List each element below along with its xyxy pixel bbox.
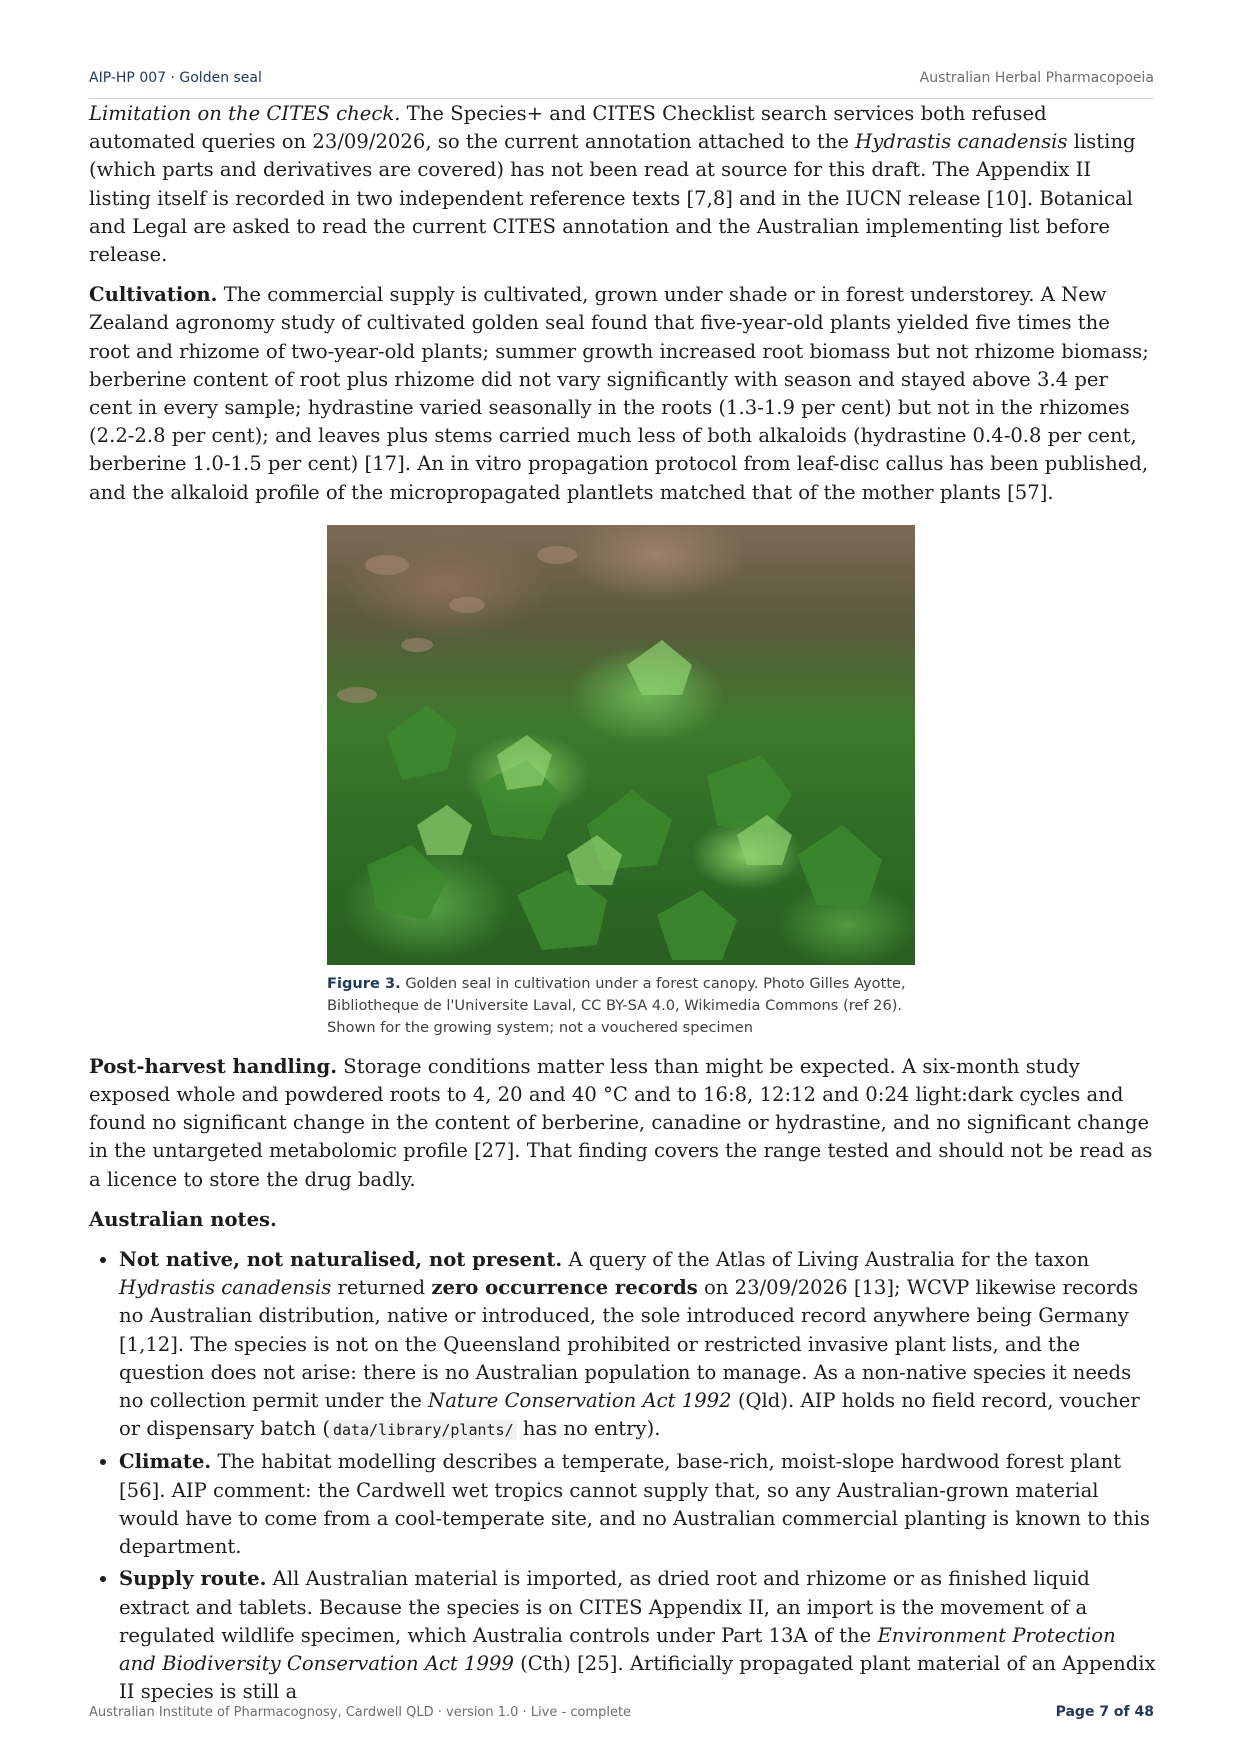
item-emphasis: zero occurrence records: [431, 1276, 698, 1300]
running-header: [89, 70, 1154, 99]
section-heading: Australian notes.: [89, 1207, 277, 1231]
item-lead: Not native, not naturalised, not present.: [119, 1248, 563, 1272]
item-text: on 23/09/2026 [13]; WCVP likewise records no Australian distribution, native or introduced, the sole introduced record anywhere being Germany [1,12]. The species is not on the Queensland prohibited or restricted invasive plant lists, and the question does not arise: there is no Australian population to manage. As a non-native species it needs no collection permit under the: [119, 1276, 1139, 1413]
page-number: Page 7 of 48: [1055, 1704, 1154, 1720]
item-text: A query of the Atlas of Living Australia for the taxon: [562, 1248, 1090, 1272]
paragraph-lead: Limitation on the CITES check.: [89, 102, 401, 125]
paragraph-cites-limitation: [89, 100, 1156, 269]
item-lead: Supply route.: [119, 1567, 267, 1591]
footer-institution: Australian Institute of Pharmacognosy, Cardwell QLD · version 1.0 · Live - complete: [89, 1705, 632, 1720]
taxon-name: Hydrastis canadensis: [119, 1276, 332, 1300]
code-path: data/library/plants/: [330, 1420, 517, 1440]
publication-title: Australian Herbal Pharmacopoeia: [919, 70, 1154, 86]
paragraph-lead: Post-harvest handling.: [89, 1054, 338, 1078]
item-text: The habitat modelling describes a temperate, base-rich, moist-slope hardwood forest plant [56]. AIP comment: the Cardwell wet tropics cannot supply that, so any Australian-grown material would have to come from a cool-temperate site, and no Australian commercial planting is known to this department.: [119, 1450, 1150, 1559]
figure-label: Figure 3.: [327, 974, 401, 992]
list-item: [119, 1448, 1156, 1561]
figure-caption: [327, 973, 907, 1039]
list-item: [119, 1246, 1156, 1444]
body-text: [89, 100, 1156, 1710]
paragraph-text: Storage conditions matter less than might be expected. A six-month study exposed whole and powdered roots to 4, 20 and 40 °C and to 16:8, 12:12 and 0:24 light:dark cycles and found no significant change in the content of berberine, canadine or hydrastine, and no significant change in the untargeted metabolomic profile [27]. That finding covers the range tested and should not be read as a licence to store the drug badly.: [89, 1054, 1153, 1191]
australian-notes-heading: [89, 1206, 1156, 1234]
golden-seal-photo: [327, 525, 915, 965]
item-text: All Australian material is imported, as dried root and rhizome or as finished liquid extract and tablets. Because the species is on CITES Appendix II, an import is the movement of a regulated wildlife specimen, which Australia controls under Part 13A of the: [119, 1567, 1090, 1647]
item-text: (Cth) [25]. Artificially propagated plant material of an Appendix II species is still a: [119, 1651, 1156, 1704]
item-text: has no entry).: [516, 1417, 661, 1441]
foliage-illustration: [327, 525, 915, 965]
paragraph-lead: Cultivation.: [89, 283, 218, 307]
paragraph-cultivation: [89, 281, 1156, 507]
item-lead: Climate.: [119, 1450, 212, 1474]
paragraph-post-harvest: [89, 1053, 1156, 1194]
figure: [89, 525, 1156, 1039]
item-text: (Qld). AIP holds no field record, voucher or dispensary batch (: [119, 1389, 1140, 1441]
caption-text: Golden seal in cultivation under a forest canopy. Photo Gilles Ayotte, Bibliotheque de l'Universite Laval, CC BY-SA 4.0, Wikimedia Commons (ref 26). Shown for the growing system; not a vouchered specimen: [327, 974, 906, 1036]
taxon-name: Hydrastis canadensis: [855, 130, 1068, 154]
paragraph-text: listing (which parts and derivatives are covered) has not been read at source for this draft. The Appendix II listing itself is recorded in two independent reference texts [7,8] and in the IUCN release [10]. Botanical and Legal are asked to read the current CITES annotation and the Australian implementing list before release.: [89, 130, 1136, 267]
act-title: Nature Conservation Act 1992: [428, 1389, 732, 1413]
paragraph-text: The commercial supply is cultivated, grown under shade or in forest understorey. A New Zealand agronomy study of cultivated golden seal found that five-year-old plants yielded five times the root and rhizome of two-year-old plants; summer growth increased root biomass but not rhizome biomass; berberine content of root plus rhizome did not vary significantly with season and stayed above 3.4 per cent in every sample; hydrastine varied seasonally in the roots (1.3-1.9 per cent) but not in the rhizomes (2.2-2.8 per cent); and leaves plus stems carried much less of both alkaloids (hydrastine 0.4-0.8 per cent, berberine 1.0-1.5 per cent) [17]. An in vitro propagation protocol from leaf-disc callus has been published, and the alkaloid profile of the micropropagated plantlets matched that of the mother plants [57].: [89, 283, 1149, 504]
document-code: AIP-HP 007 · Golden seal: [89, 70, 262, 86]
australian-notes-list: [89, 1246, 1156, 1706]
item-text: returned: [331, 1276, 432, 1300]
paragraph-text: The Species+ and CITES Checklist search services both refused automated queries on 23/09/2026, so the current annotation attached to the: [89, 102, 1047, 154]
act-title: Environment Protection and Biodiversity Conservation Act 1999: [119, 1623, 1116, 1675]
list-item: [119, 1565, 1156, 1706]
